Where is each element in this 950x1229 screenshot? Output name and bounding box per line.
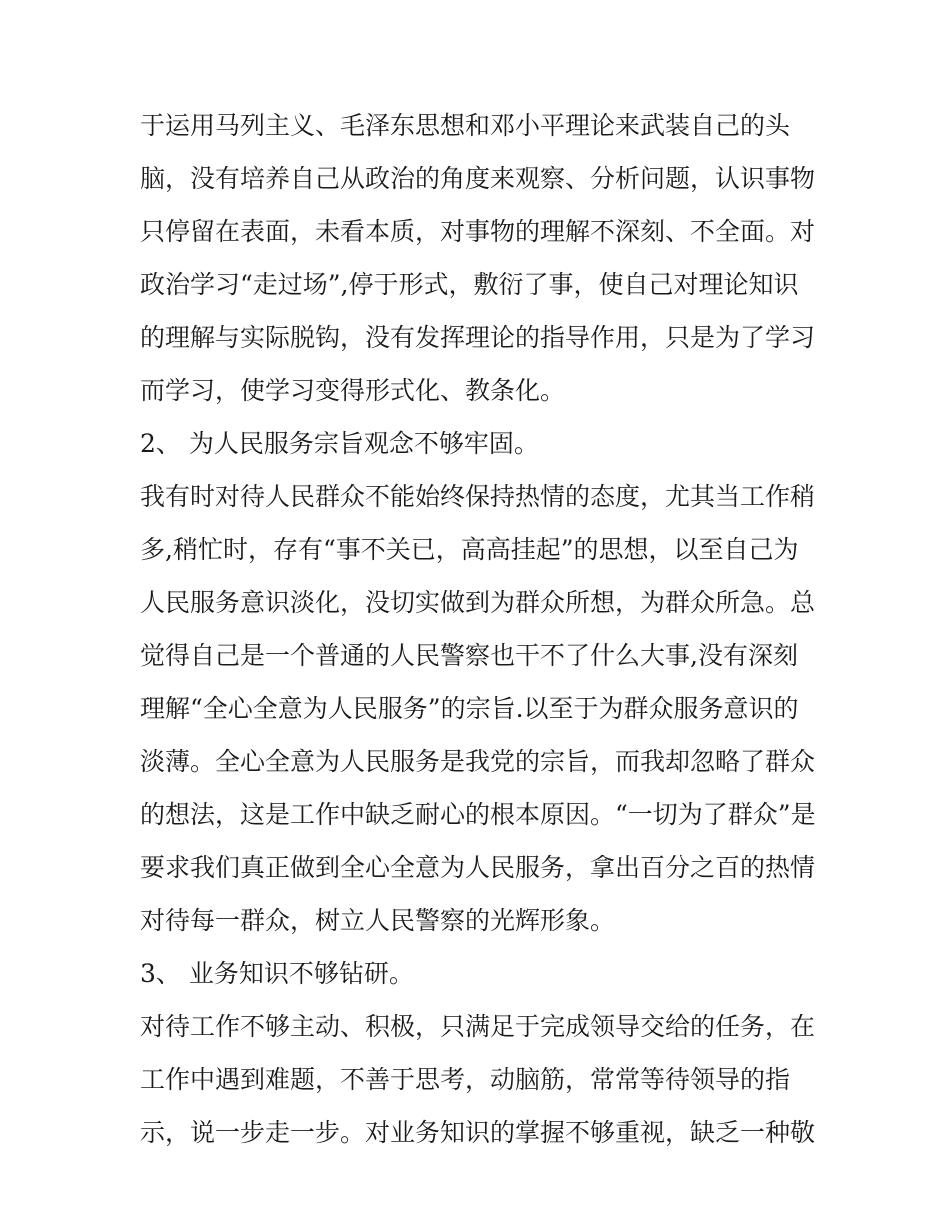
text-line: 的理解与实际脱钩，没有发挥理论的指导作用，只是为了学习 bbox=[140, 323, 816, 352]
text-line: 多,稍忙时，存有“事不关已，高高挂起”的思想，以至自己为 bbox=[140, 535, 799, 564]
text-line: 对待工作不够主动、积极，只满足于完成领导交给的任务，在 bbox=[140, 1012, 816, 1041]
section-heading-2: 2、 为人民服务宗旨观念不够牢固。 bbox=[140, 429, 539, 458]
text-line: 的想法，这是工作中缺乏耐心的根本原因。“一切为了群众”是 bbox=[140, 800, 816, 829]
text-line: 示，说一步走一步。对业务知识的掌握不够重视，缺乏一种敬 bbox=[140, 1118, 816, 1147]
text-line: 对待每一群众，树立人民警察的光辉形象。 bbox=[140, 906, 616, 935]
text-line: 我有时对待人民群众不能始终保持热情的态度，尤其当工作稍 bbox=[140, 482, 816, 511]
text-line: 只停留在表面，未看本质，对事物的理解不深刻、不全面。对 bbox=[140, 217, 816, 246]
text-line: 于运用马列主义、毛泽东思想和邓小平理论来武装自己的头 bbox=[140, 111, 791, 140]
text-line: 淡薄。全心全意为人民服务是我党的宗旨，而我却忽略了群众 bbox=[140, 747, 816, 776]
text-line: 脑，没有培养自己从政治的角度来观察、分析问题，认识事物 bbox=[140, 164, 816, 193]
text-line: 工作中遇到难题，不善于思考，动脑筋，常常等待领导的指 bbox=[140, 1065, 791, 1094]
text-line: 政治学习“走过场”,停于形式，敷衍了事，使自己对理论知识 bbox=[140, 270, 799, 299]
text-line: 要求我们真正做到全心全意为人民服务，拿出百分之百的热情 bbox=[140, 853, 816, 882]
text-line: 人民服务意识淡化，没切实做到为群众所想，为群众所急。总 bbox=[140, 588, 816, 617]
text-line: 理解“全心全意为人民服务”的宗旨.以至于为群众服务意识的 bbox=[140, 694, 799, 723]
text-line: 觉得自己是一个普通的人民警察也干不了什么大事,没有深刻 bbox=[140, 641, 798, 670]
text-line: 而学习，使学习变得形式化、教条化。 bbox=[140, 376, 566, 405]
section-heading-3: 3、 业务知识不够钻研。 bbox=[140, 959, 414, 988]
